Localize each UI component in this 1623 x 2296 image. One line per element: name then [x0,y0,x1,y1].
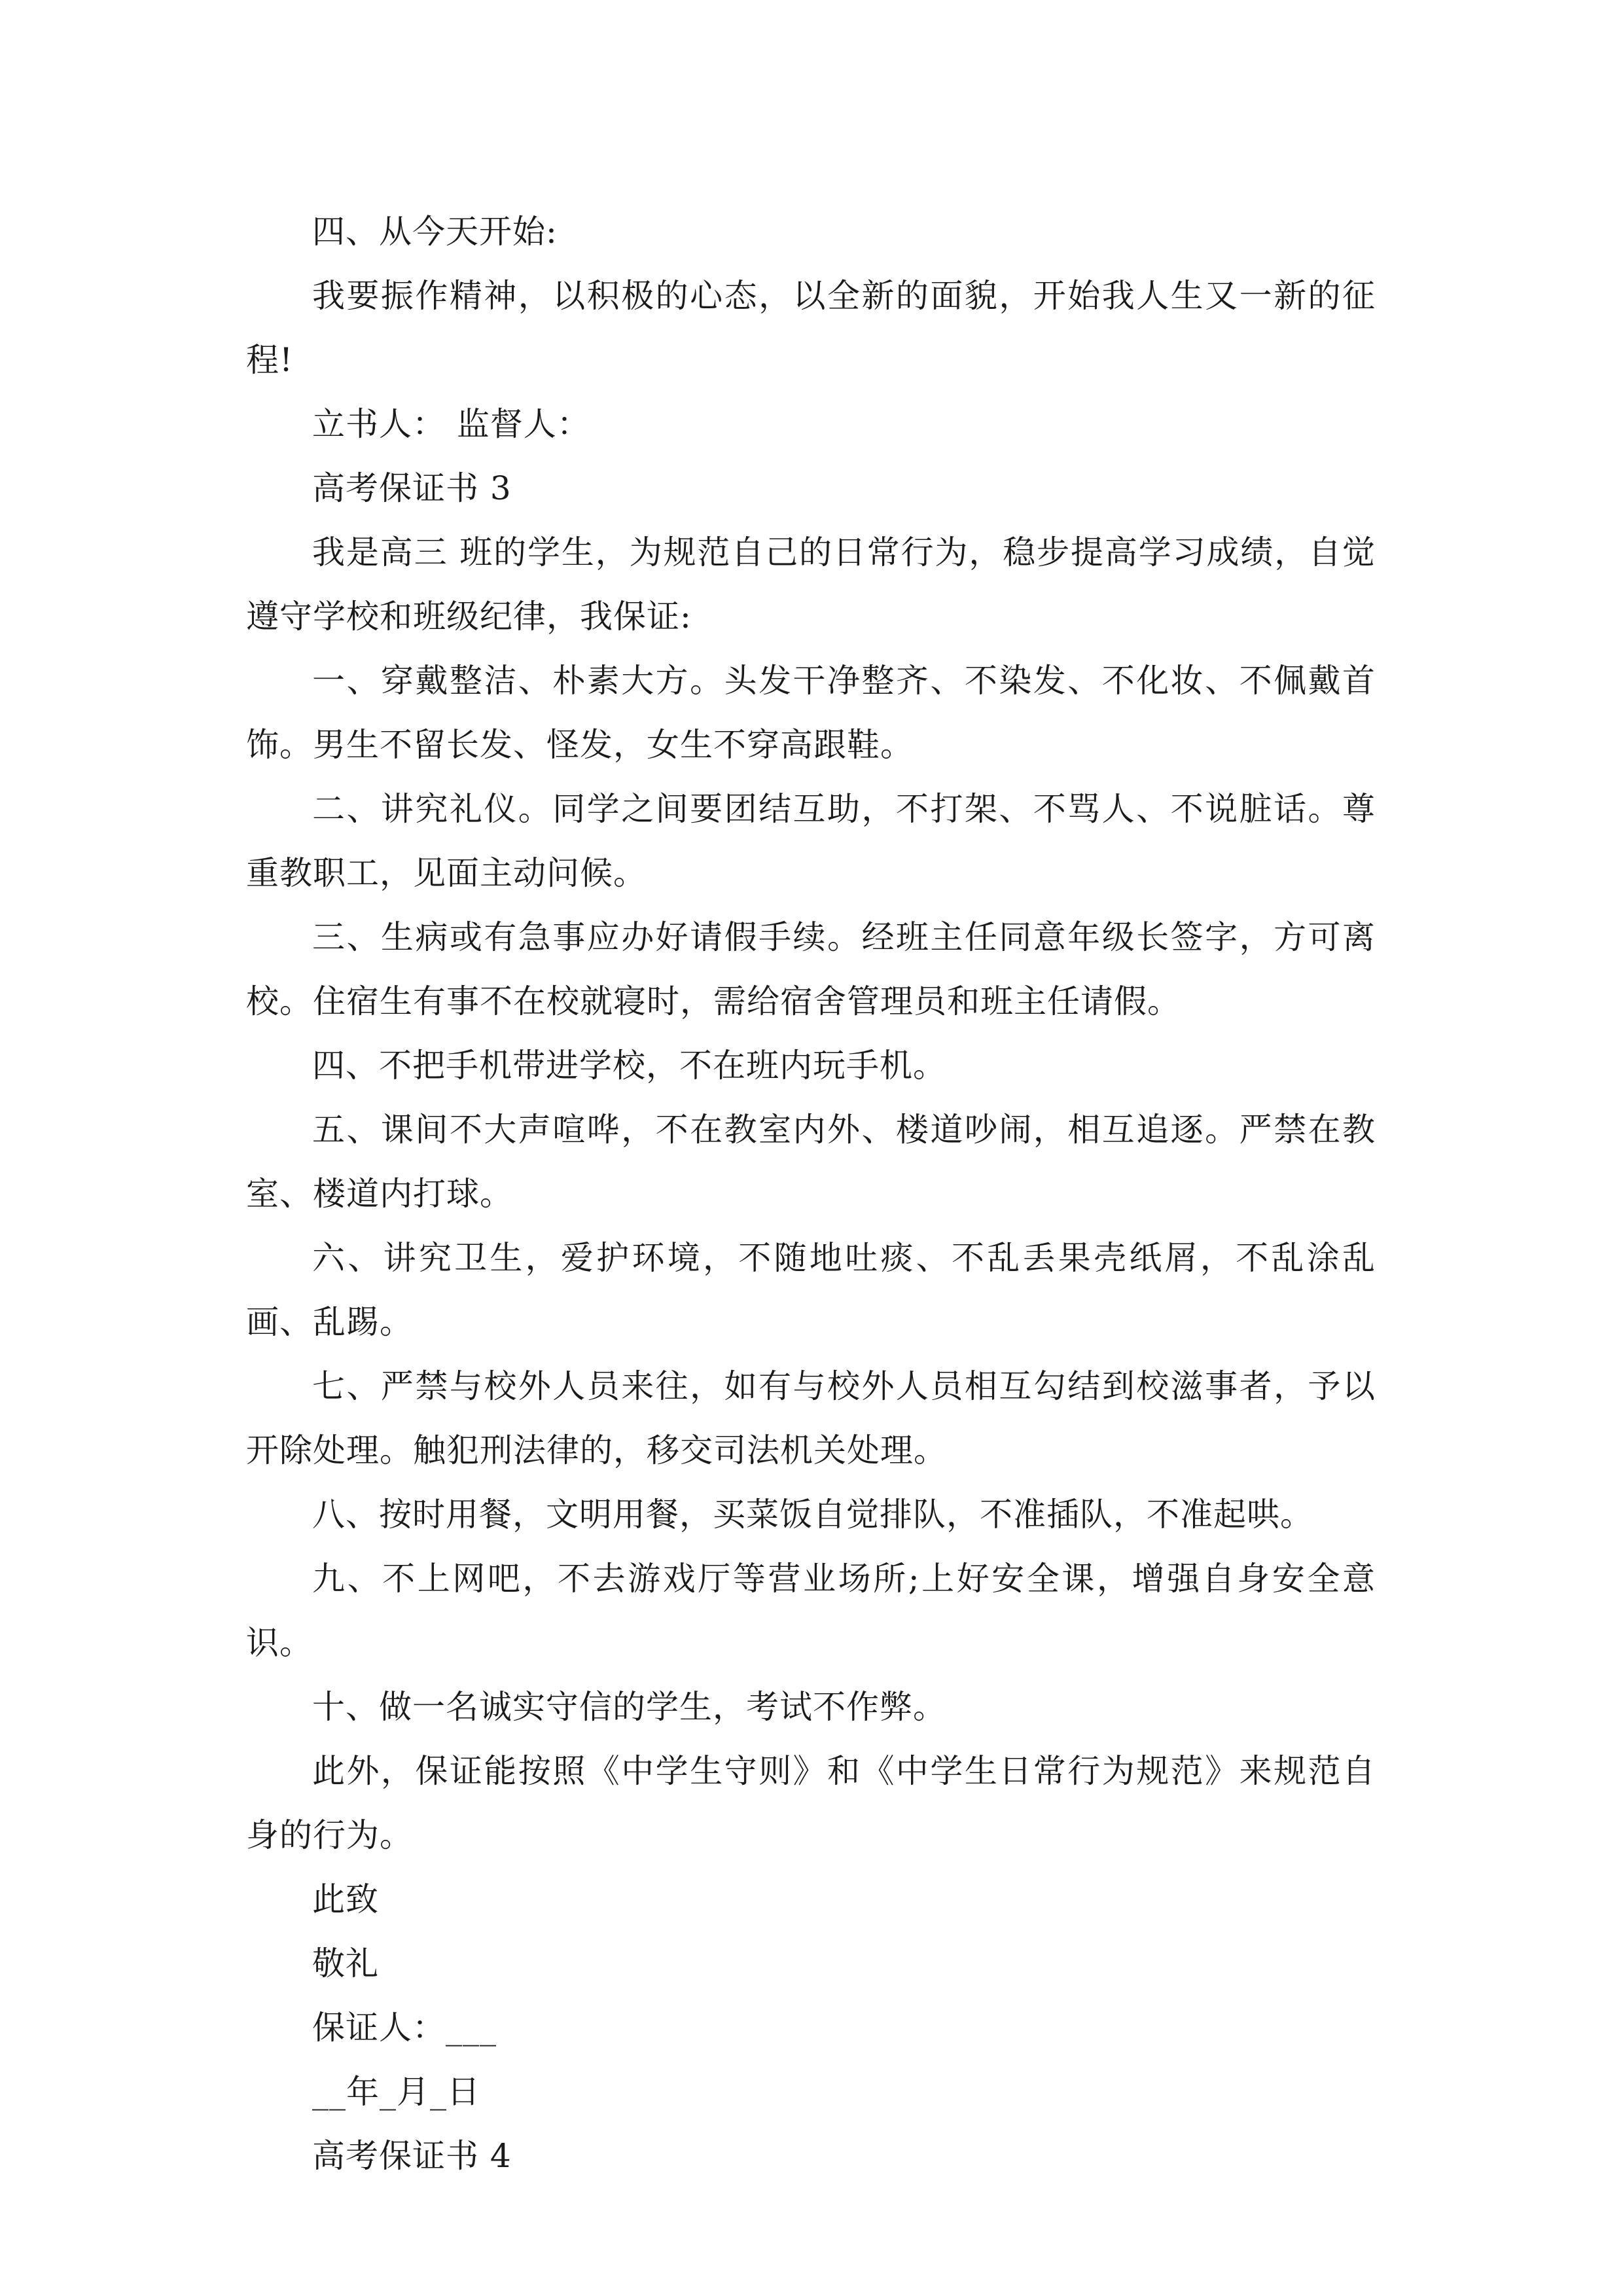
pledge-item: 六、讲究卫生，爱护环境，不随地吐痰、不乱丢果壳纸屑，不乱涂乱画、乱踢。 [246,1239,1376,1341]
salutation: 此致 [312,1880,379,1918]
signature-line: 立书人： 监督人： [312,405,590,443]
document-title: 高考保证书 3 [312,469,512,507]
section-heading: 四、从今天开始: [312,213,558,251]
pledge-item: 三、生病或有急事应办好请假手续。经班主任同意年级长签字，方可离校。住宿生有事不在校就寝时，需给宿舍管理员和班主任请假。 [246,918,1376,1020]
pledge-item: 十、做一名诚实守信的学生，考试不作弊。 [312,1688,946,1726]
pledge-item: 二、讲究礼仪。同学之间要团结互助，不打架、不骂人、不说脏话。尊重教职工，见面主动问候。 [246,790,1376,892]
pledge-item: 五、课间不大声喧哗，不在教室内外、楼道吵闹，相互追逐。严禁在教室、楼道内打球。 [246,1111,1376,1213]
pledge-item: 七、严禁与校外人员来往，如有与校外人员相互勾结到校滋事者，予以开除处理。触犯刑法律的，移交司法机关处理。 [246,1367,1376,1469]
document-body [246,200,1376,2188]
guarantor-line: 保证人：___ [312,2009,497,2047]
closing-paragraph: 此外，保证能按照《中学生守则》和《中学生日常行为规范》来规范自身的行为。 [246,1752,1376,1854]
pledge-item: 九、不上网吧，不去游戏厅等营业场所;上好安全课，增强自身安全意识。 [246,1560,1376,1662]
pledge-item: 四、不把手机带进学校，不在班内玩手机。 [312,1047,946,1085]
paragraph: 我要振作精神，以积极的心态，以全新的面貌，开始我人生又一新的征程! [246,277,1376,379]
pledge-item: 一、穿戴整洁、朴素大方。头发干净整齐、不染发、不化妆、不佩戴首饰。男生不留长发、怪发，女生不穿高跟鞋。 [246,662,1376,764]
date-line: __年_月_日 [312,2073,480,2111]
document-title: 高考保证书 4 [312,2137,512,2175]
intro-paragraph: 我是高三 班的学生，为规范自己的日常行为，稳步提高学习成绩，自觉遵守学校和班级纪律，我保证: [246,533,1376,636]
pledge-item: 八、按时用餐，文明用餐，买菜饭自觉排队，不准插队，不准起哄。 [312,1496,1313,1534]
salutation: 敬礼 [312,1945,379,1982]
